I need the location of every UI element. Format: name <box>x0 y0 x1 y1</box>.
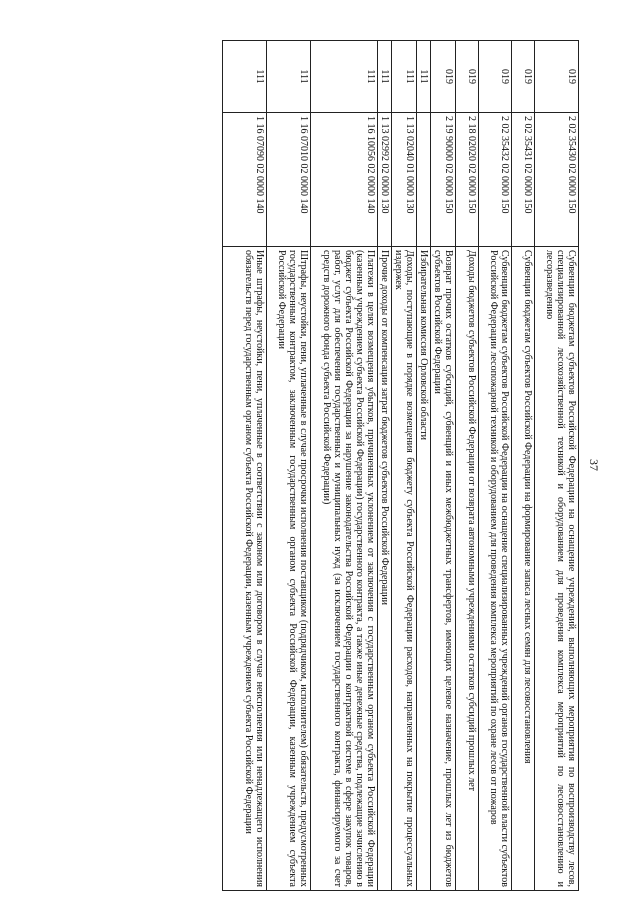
row-kbk-cell: 1 13 02040 01 0000 130 <box>392 113 417 247</box>
table-row <box>378 41 392 891</box>
table-row <box>267 41 311 891</box>
table-row <box>223 41 267 891</box>
row-kbk-cell <box>417 113 431 247</box>
row-code-cell: 111 <box>223 41 267 113</box>
rotated-content <box>112 40 601 890</box>
row-code-cell: 019 <box>535 41 579 113</box>
row-code-cell: 111 <box>417 41 431 113</box>
row-kbk-cell: 1 13 02992 02 0000 130 <box>378 113 392 247</box>
row-kbk-cell: 2 19 90000 02 0000 150 <box>431 113 456 247</box>
table-row <box>456 41 479 891</box>
table-body <box>223 41 579 891</box>
row-kbk-cell: 1 16 07090 02 0000 140 <box>223 113 267 247</box>
row-code-cell: 019 <box>431 41 456 113</box>
table-row <box>535 41 579 891</box>
row-name-cell: Доходы, поступающие в порядке возмещения бюджету субъекта Российской Федерации расходов, направленных на покрытие процессуальных издержек <box>392 247 417 891</box>
row-code-cell: 111 <box>267 41 311 113</box>
table-row <box>417 41 431 891</box>
row-name-cell: Возврат прочих остатков субсидий, субвенций и иных межбюджетных трансфертов, имеющих целевое назначение, прошлых лет из бюджетов субъектов Российской Федерации <box>431 247 456 891</box>
table-row <box>512 41 535 891</box>
row-kbk-cell: 2 02 35431 02 0000 150 <box>512 113 535 247</box>
table-row <box>392 41 417 891</box>
row-name-cell: Прочие доходы от компенсации затрат бюджетов субъектов Российской Федерации <box>378 247 392 891</box>
row-name-cell: Субвенции бюджетам субъектов Российской Федерации на формирование запаса лесных семян для лесовосстановления <box>512 247 535 891</box>
row-code-cell: 111 <box>392 41 417 113</box>
row-kbk-cell: 2 18 02020 02 0000 150 <box>456 113 479 247</box>
row-code-cell: 019 <box>479 41 512 113</box>
table-row <box>311 41 378 891</box>
row-name-cell: Штрафы, неустойки, пени, уплаченные в случае просрочки исполнения поставщиком (подрядчиком, исполнителем) обязательств, предусмотренных государственным контрактом, заключенным государственным органом субъекта Российской Федерации, казенным учреждением субъекта Российской Федерации <box>267 247 311 891</box>
row-name-cell: Субвенции бюджетам субъектов Российской Федерации на оснащение учреждений, выполняющих мероприятия по воспроизводству лесов, специализированной лесохозяйственной техникой и оборудованием для проведения комплекса мероприятий по лесовосстановлению и лесоразведению <box>535 247 579 891</box>
row-name-cell: Субвенции бюджетам субъектов Российской Федерации на оснащение специализированных учреждений органов государственной власти субъектов Российской Федерации лесопожарной техникой и оборудованием для проведения комплекса мероприятий по охране лесов от пожаров <box>479 247 512 891</box>
row-name-cell: Избирательная комиссия Орловской области <box>417 247 431 891</box>
row-code-cell: 111 <box>311 41 378 113</box>
revenue-table <box>222 40 579 891</box>
row-code-cell: 019 <box>512 41 535 113</box>
row-name-cell: Платежи в целях возмещения убытков, причиненных уклонением от заключения с государственным органом субъекта Российской Федерации (казенным учреждением субъекта Российской Федерации) государственного контракта, а также иные денежные средства, подлежащие зачислению в бюджет субъекта Российской Федерации за нарушение законодательства Российской Федерации о контрактной системе в сфере закупок товаров, работ, услуг для обеспечения государственных и муниципальных нужд (за исключением государственного контракта, финансируемого за счет средств дорожного фонда субъекта Российской Федерации) <box>311 247 378 891</box>
row-kbk-cell: 1 16 07010 02 0000 140 <box>267 113 311 247</box>
row-code-cell: 019 <box>456 41 479 113</box>
table-row <box>431 41 456 891</box>
row-kbk-cell: 2 02 35432 02 0000 150 <box>479 113 512 247</box>
row-kbk-cell: 2 02 35430 02 0000 150 <box>535 113 579 247</box>
row-kbk-cell: 1 16 10056 02 0000 140 <box>311 113 378 247</box>
table-row <box>479 41 512 891</box>
row-name-cell: Иные штрафы, неустойки, пени, уплаченные в соответствии с законом или договором в случае неисполнения или ненадлежащего исполнения обязательств перед государственным органом субъекта Российской Федерации, казенным учреждением субъекта Российской Федерации <box>223 247 267 891</box>
row-name-cell: Доходы бюджетов субъектов Российской Федерации от возврата автономными учреждениями остатков субсидий прошлых лет <box>456 247 479 891</box>
row-code-cell: 111 <box>378 41 392 113</box>
page-number: 37 <box>587 459 601 471</box>
